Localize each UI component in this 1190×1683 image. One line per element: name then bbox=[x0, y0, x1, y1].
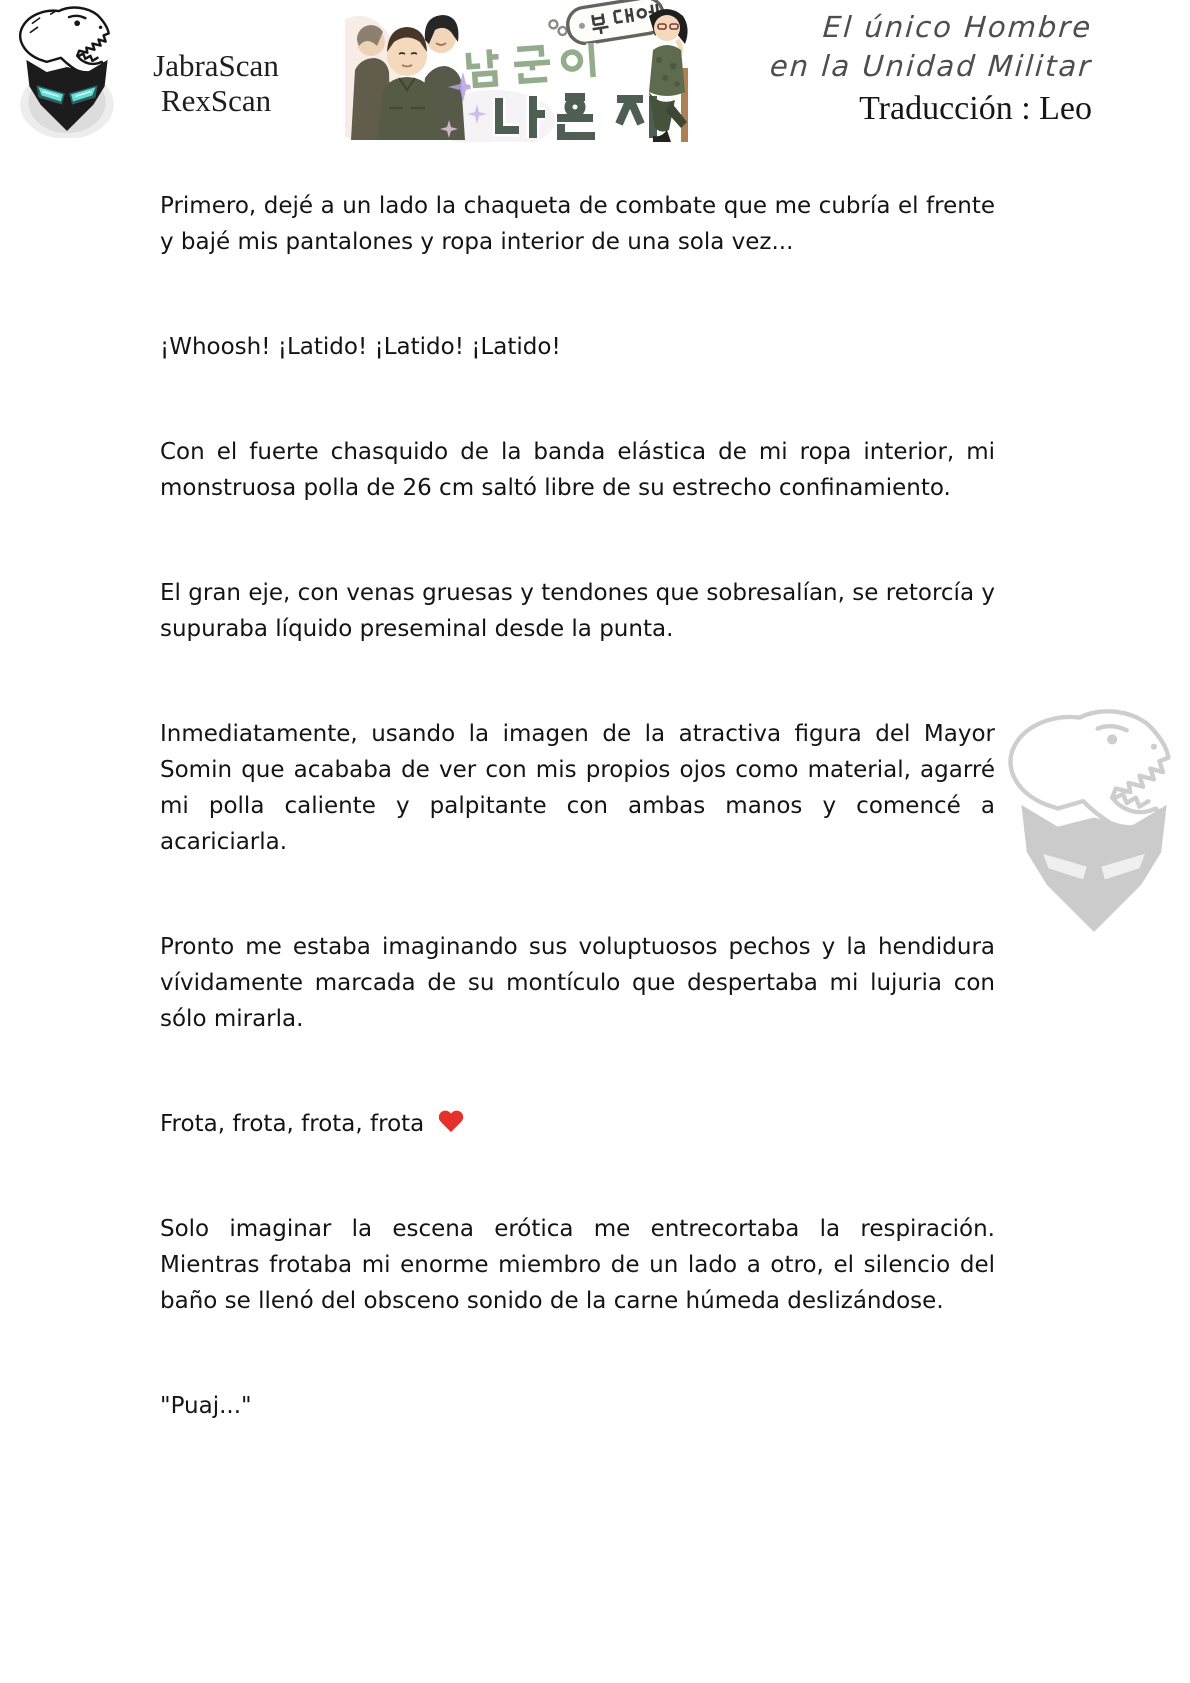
series-title-line1: El único Hombre bbox=[821, 10, 1094, 44]
paragraph-4: El gran eje, con venas gruesas y tendones que sobresalían, se retorcía y supuraba líquido preseminal desde la punta. bbox=[160, 580, 995, 642]
series-cover-banner bbox=[345, 0, 711, 142]
scanlation-group-line2: RexScan bbox=[160, 83, 272, 118]
trex-mask-logo-icon bbox=[6, 2, 128, 138]
series-title-line2: en la Unidad Militar bbox=[768, 49, 1094, 83]
paragraph-2: ¡Whoosh! ¡Latido! ¡Latido! ¡Latido! bbox=[160, 334, 561, 360]
paragraph-3: Con el fuerte chasquido de la banda elástica de mi ropa interior, mi monstruosa polla de 26 cm saltó libre de su estrecho confinamiento. bbox=[160, 439, 995, 501]
heart-icon bbox=[438, 1111, 464, 1134]
paragraph-6: Pronto me estaba imaginando sus voluptuosos pechos y la hendidura vívidamente marcada de su montículo que despertaba mi lujuria con sólo mirarla. bbox=[160, 934, 995, 1032]
paragraph-7-text: Frota, frota, frota, frota bbox=[160, 1111, 425, 1137]
translation-credit: Traducción : Leo bbox=[859, 90, 1092, 127]
scanlation-group-name bbox=[126, 48, 306, 118]
scanlation-group-line1: JabraScan bbox=[153, 48, 279, 83]
paragraph-7 bbox=[160, 1106, 995, 1142]
paragraph-5: Inmediatamente, usando la imagen de la atractiva figura del Mayor Somin que acababa de ver con mis propios ojos como material, agarré mi polla caliente y palpitante con ambas manos y comencé a acariciarla. bbox=[160, 721, 995, 855]
cover-character-right bbox=[649, 9, 688, 142]
watermark-trex-icon bbox=[985, 692, 1190, 954]
cover-characters-left bbox=[351, 15, 465, 140]
paragraph-9: "Puaj..." bbox=[160, 1393, 252, 1419]
paragraph-8: Solo imaginar la escena erótica me entrecortaba la respiración. Mientras frotaba mi enorme miembro de un lado a otro, el silencio del baño se llenó del obsceno sonido de la carne húmeda deslizándose. bbox=[160, 1216, 995, 1314]
series-title-block bbox=[770, 8, 1092, 128]
chapter-text bbox=[160, 188, 995, 1493]
paragraph-1: Primero, dejé a un lado la chaqueta de combate que me cubría el frente y bajé mis pantalones y ropa interior de una sola vez... bbox=[160, 193, 995, 255]
